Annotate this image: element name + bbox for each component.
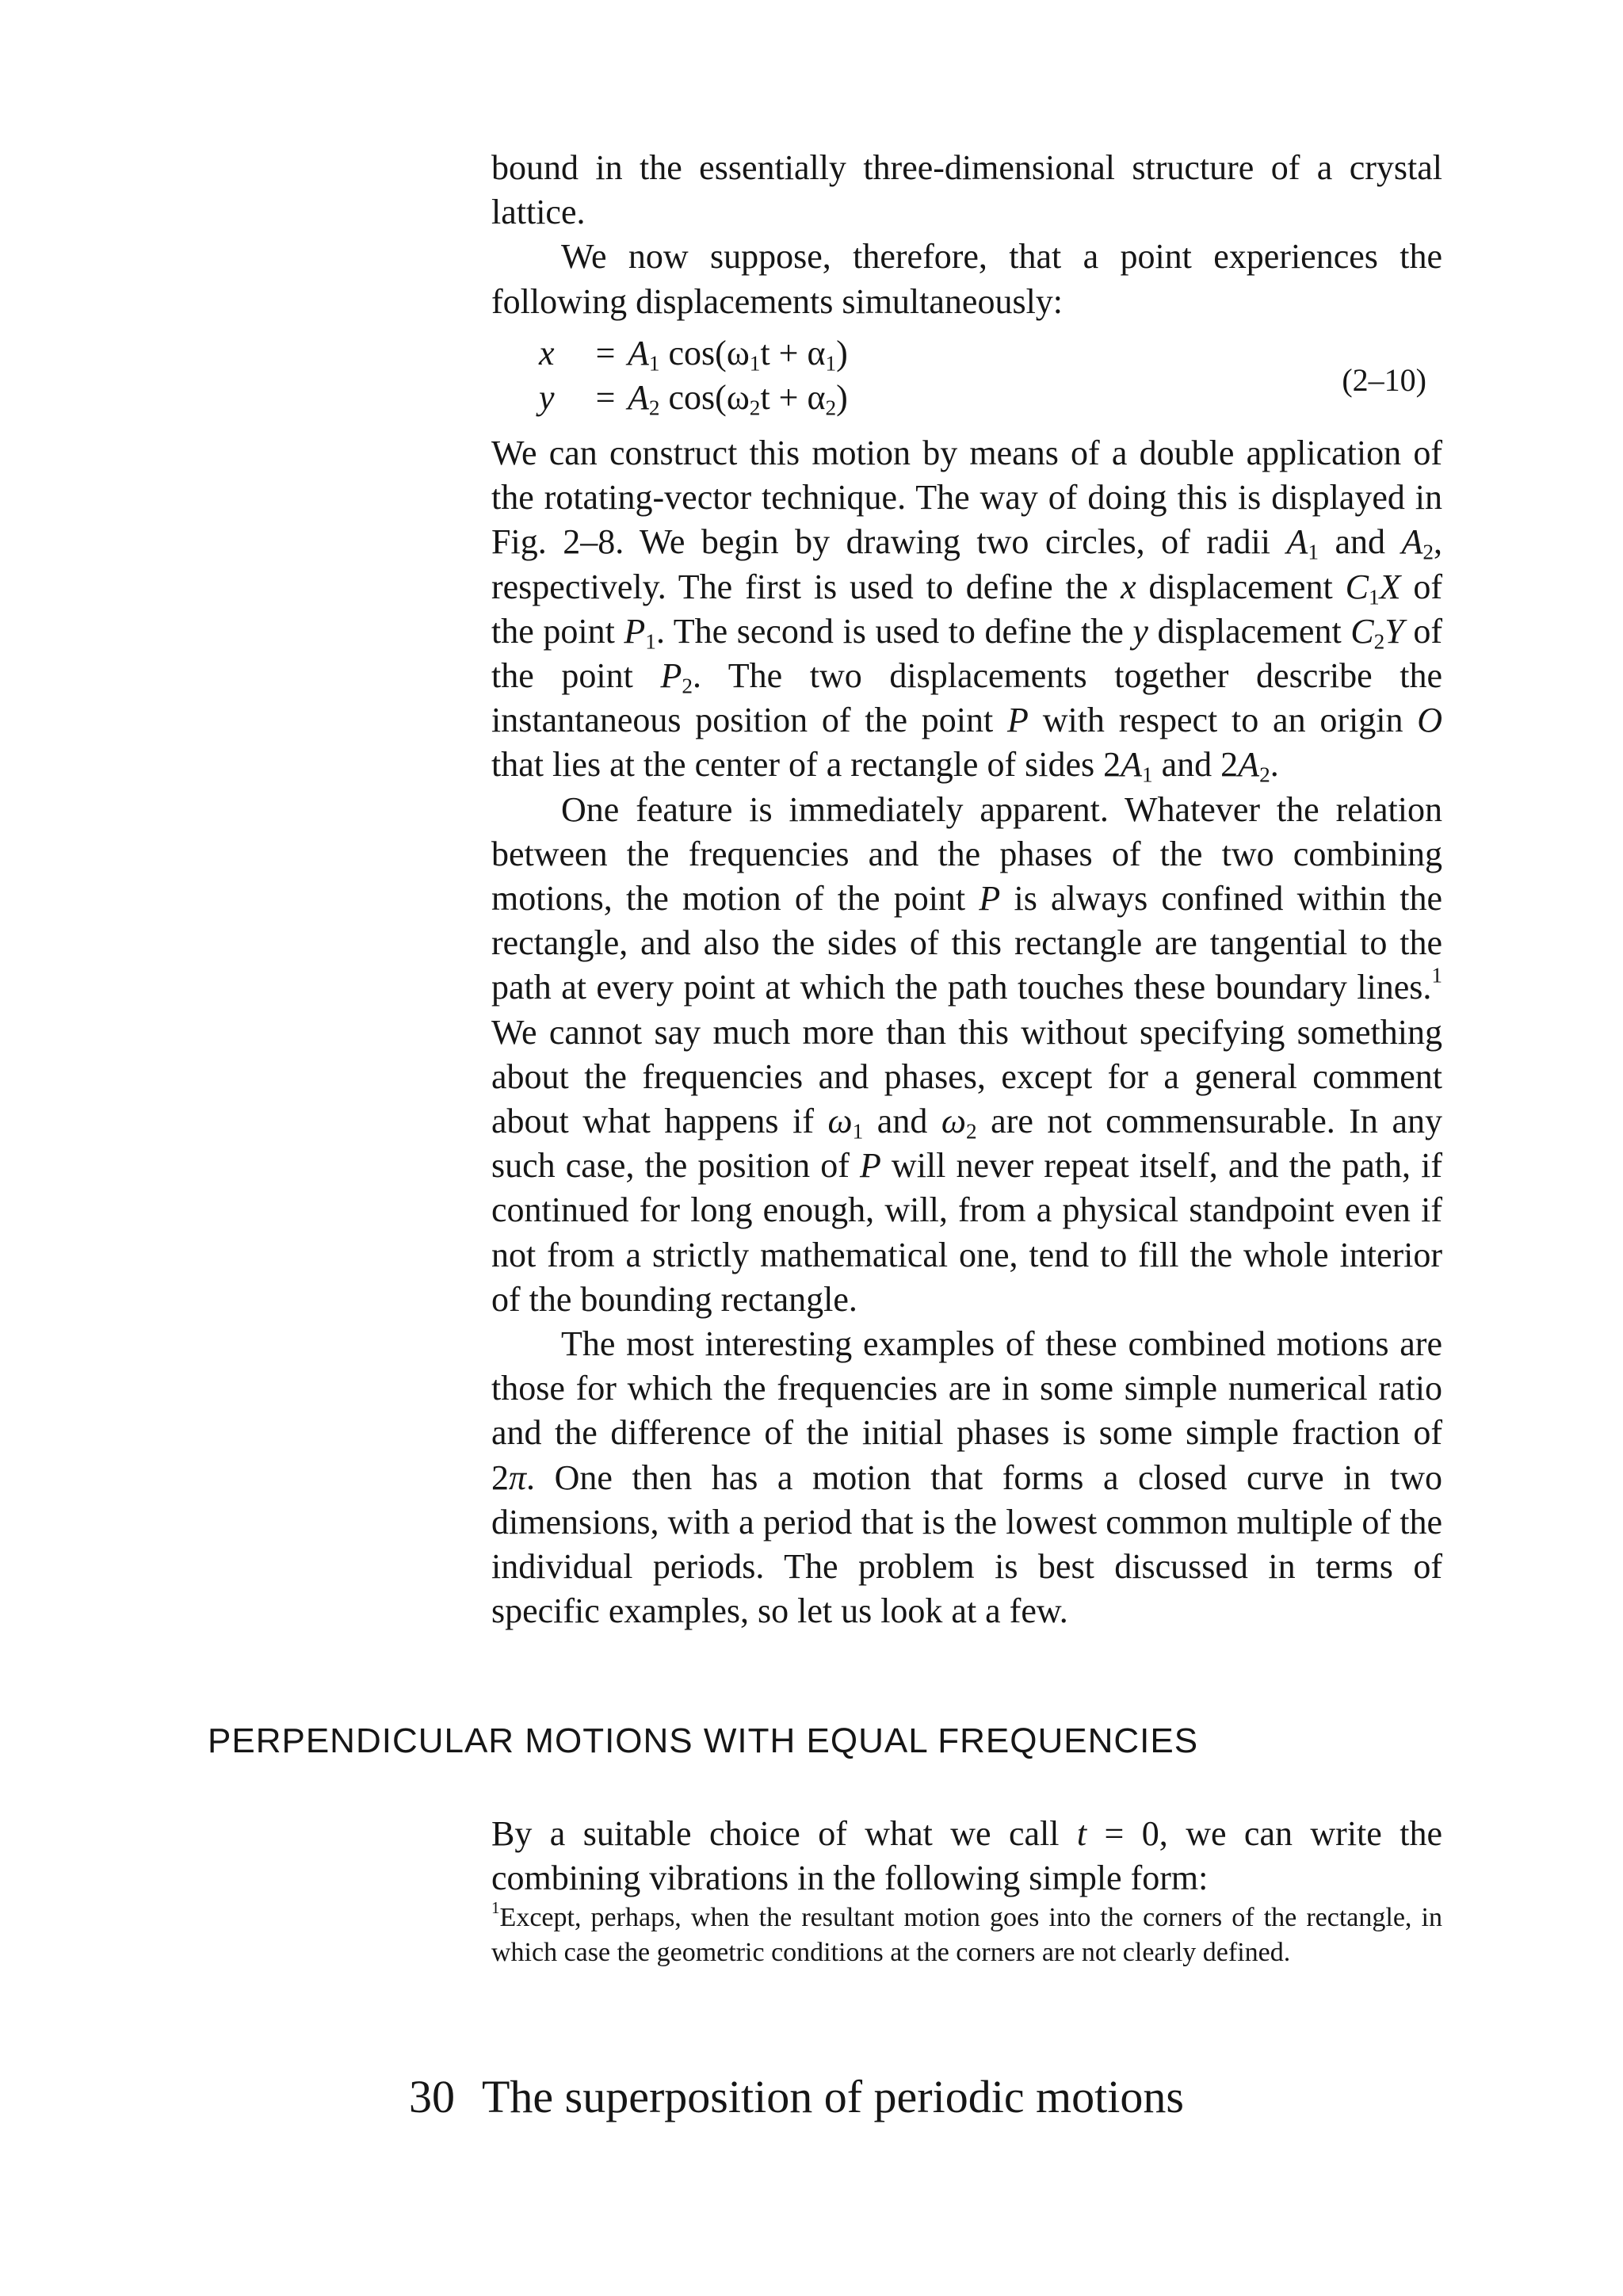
paragraph-6: By a suitable choice of what we call t = 0, we can write the combining vibrations in the following simple form: xyxy=(491,1814,1442,1898)
paragraph-1: bound in the essentially three-dimensional structure of a crystal lattice. xyxy=(491,148,1442,232)
footnote-text: Except, perhaps, when the resultant motion goes into the corners of the rectangle, in which case the geometric conditions at the corners are not clearly defined. xyxy=(491,1903,1442,1967)
equation-line-x: $x = A_1$ $\cos(\omega_1t + \alpha_1)$ xyxy=(539,334,848,376)
body-text-main xyxy=(491,431,1442,1633)
section-heading: PERPENDICULAR MOTIONS WITH EQUAL FREQUENCIES xyxy=(208,1721,1199,1760)
equation-number: (2–10) xyxy=(1342,362,1426,398)
page-number: 30 xyxy=(409,2071,455,2122)
footnote-reference: 1 xyxy=(1431,963,1442,988)
paragraph-4: One feature is immediately apparent. Whatever the relation between the frequencies and the phases of the two combining motions, the motion of the point P is always confined within the rectangle, and also the sides of this rectangle are tangential to the path at every point at which the path touches these boundary lines.$^1$ We cannot say much more than this without specifying something about the frequencies and phases, except for a general comment about what happens if $\omega_1$ and $\omega_2$ are not commensurable. In any such case, the position of P will never repeat itself, and the path, if continued for long enough, will, from a physical standpoint even if not from a strictly mathematical one, tend to fill the whole interior of the bounding rectangle. xyxy=(491,789,1443,1319)
paragraph-2: We now suppose, therefore, that a point experiences the following displacements simultaneously: xyxy=(491,237,1442,321)
paragraph-3: We can construct this motion by means of a double application of the rotating-vector technique. The way of doing this is displayed in Fig. 2–8. We begin by drawing two circles, of radii $A_1$ and $A_2$, respectively. The first is used to define the x displacement $C_1X$ of the point $P_1$. The second is used to define the y displacement $C_2Y$ of the point $P_2$. The two displacements together describe the instantaneous position of the point P with respect to an origin O that lies at the center of a rectangle of sides $2A_1$ and $2A_2$. xyxy=(491,434,1443,788)
body-text-section xyxy=(491,1812,1442,1901)
equation-line-y: $y = A_2$ $\cos(\omega_2t + \alpha_2)$ xyxy=(539,378,848,420)
running-title: The superposition of periodic motions xyxy=(482,2071,1184,2122)
footnote xyxy=(491,1898,1442,1970)
body-text-top xyxy=(491,146,1442,324)
footnote-mark: 1 xyxy=(491,1898,500,1918)
equation-2-10 xyxy=(491,333,1442,428)
page-footer xyxy=(409,2070,1184,2123)
paragraph-5: The most interesting examples of these combined motions are those for which the frequencies are in some simple numerical ratio and the difference of the initial phases is some simple fraction of 2π. One then has a motion that forms a closed curve in two dimensions, with a period that is the lowest common multiple of the individual periods. The problem is best discussed in terms of specific examples, so let us look at a few. xyxy=(491,1324,1442,1631)
